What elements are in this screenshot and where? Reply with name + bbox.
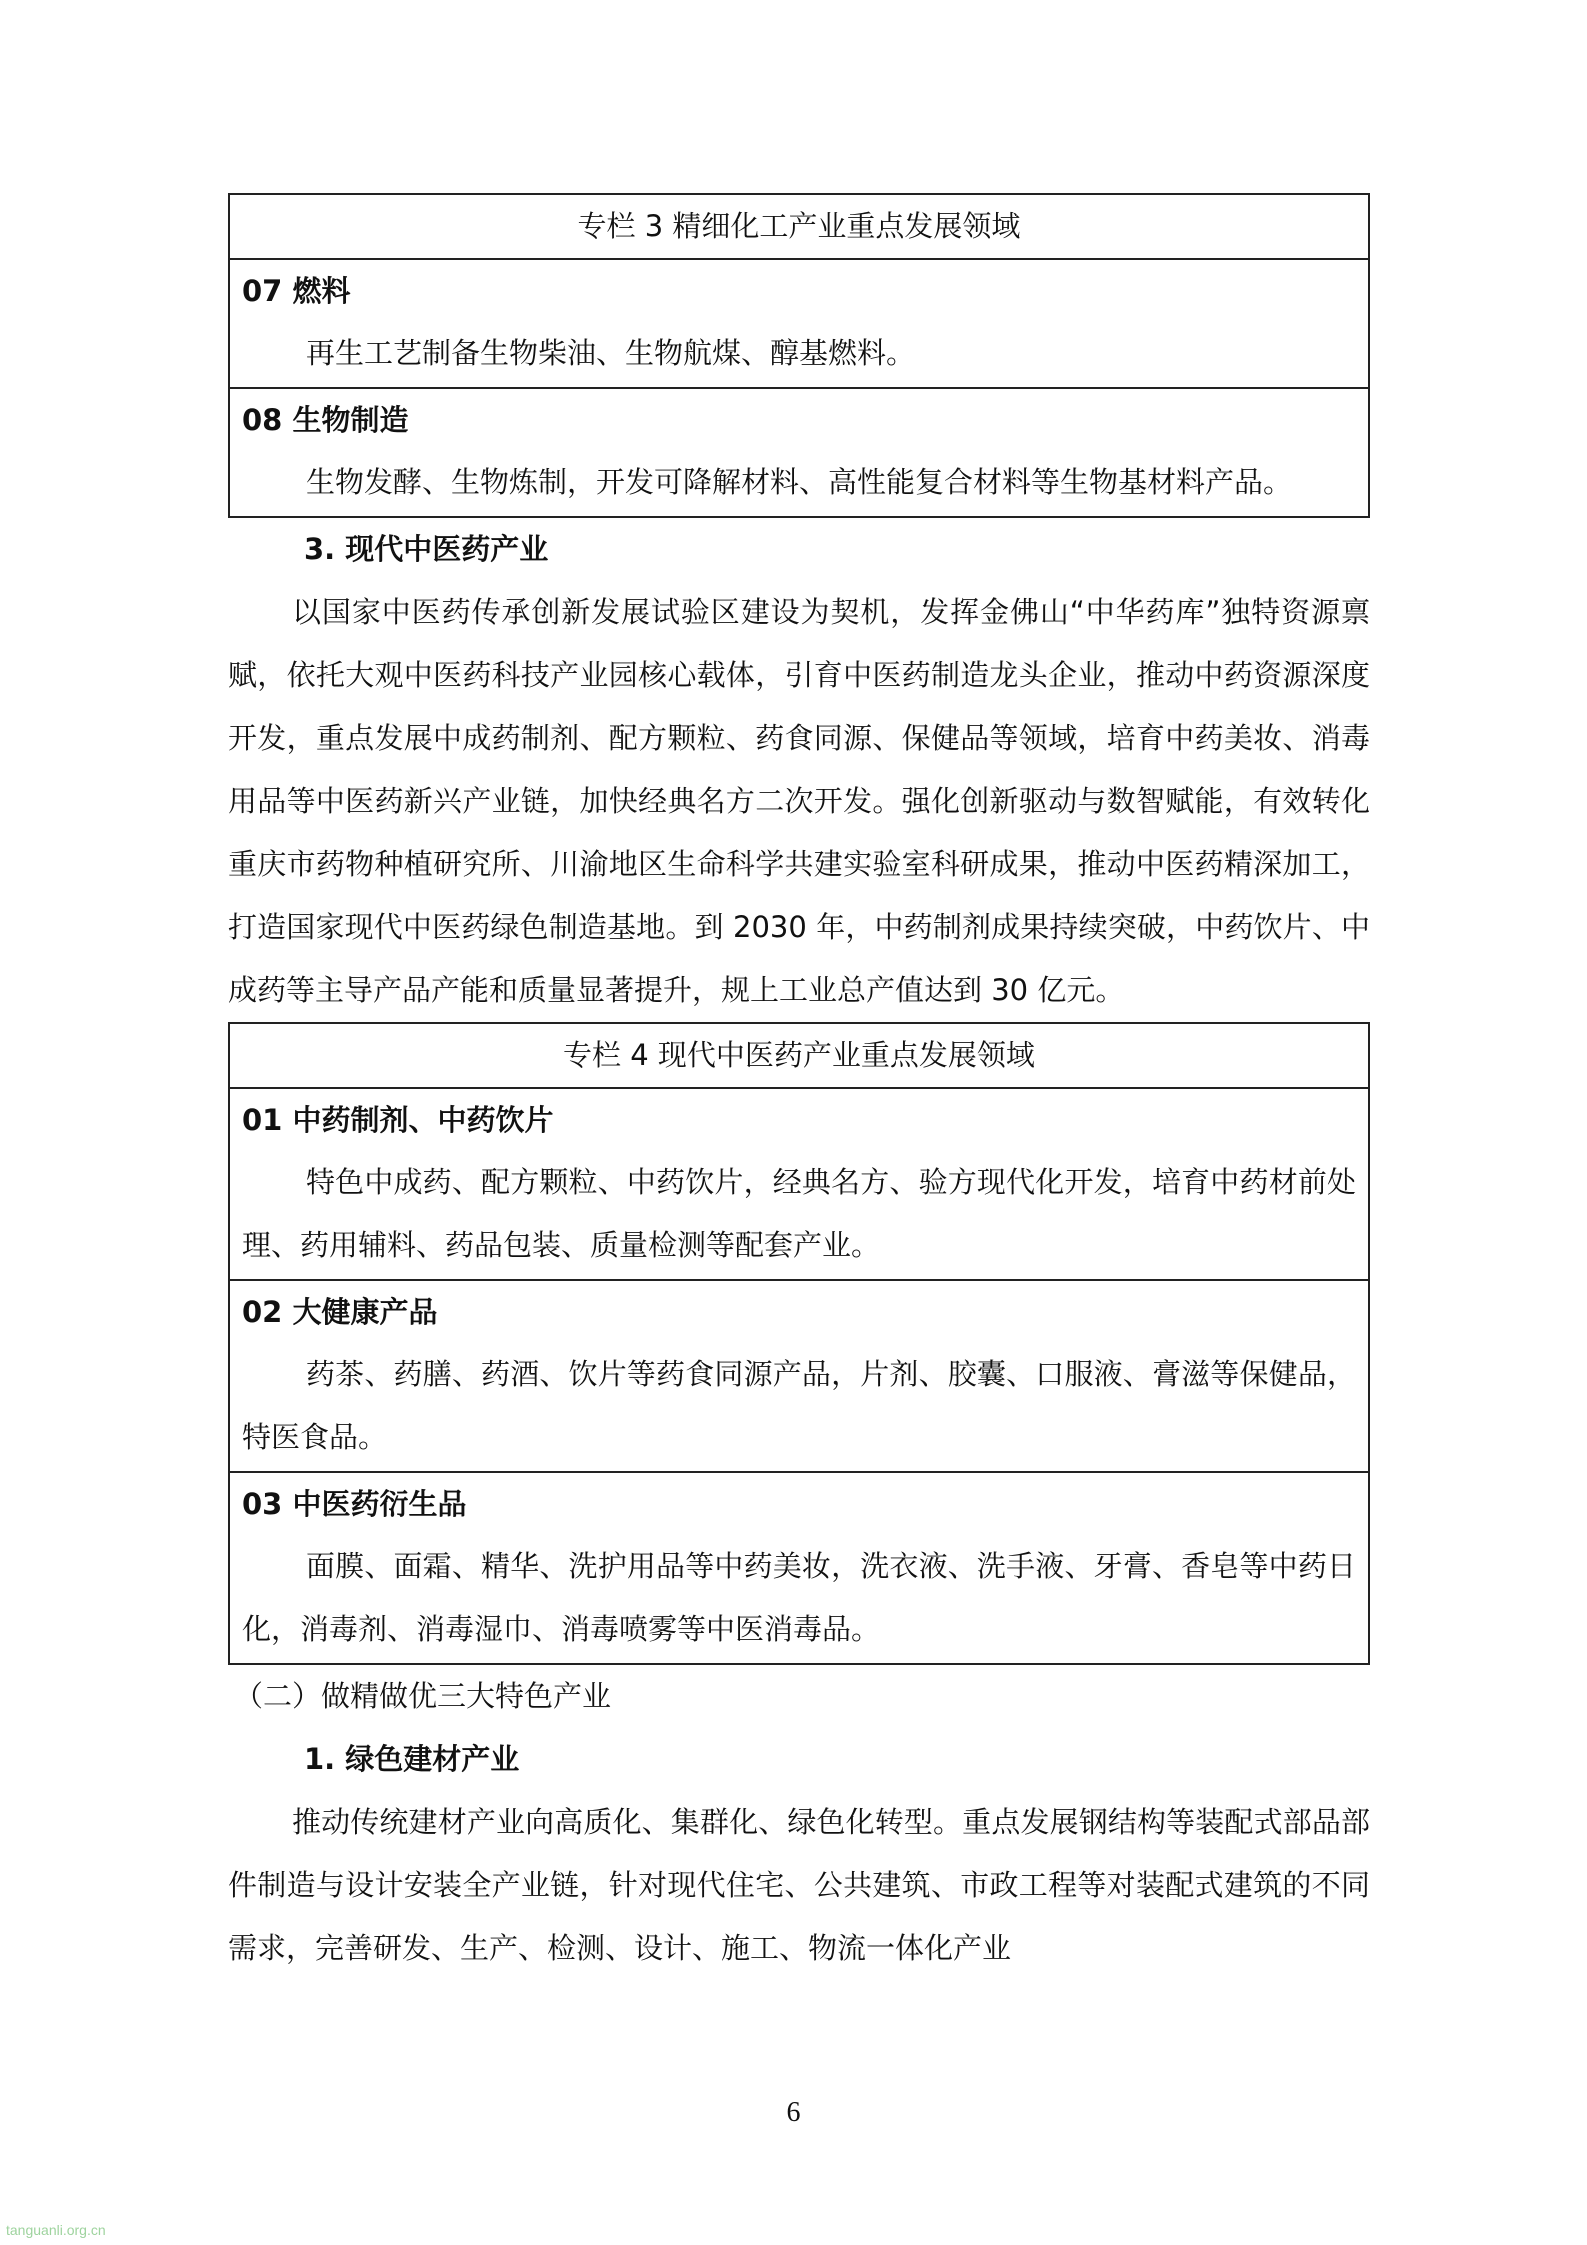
column-box-title: 专栏 3 精细化工产业重点发展领域 — [230, 195, 1368, 260]
column-box-3 — [228, 193, 1370, 518]
column-section — [230, 1281, 1368, 1473]
body-paragraph: 推动传统建材产业向高质化、集群化、绿色化转型。重点发展钢结构等装配式部品部件制造与设计安装全产业链，针对现代住宅、公共建筑、市政工程等对装配式建筑的不同需求，完善研发、生产、检测、设计、施工、物流一体化产业 — [228, 1805, 1370, 1965]
subsection-heading: 1. 绿色建材产业 — [304, 1742, 520, 1776]
column-section — [230, 389, 1368, 514]
section-heading: 02 大健康产品 — [242, 1295, 438, 1329]
section-text: 再生工艺制备生物柴油、生物航煤、醇基燃料。 — [306, 336, 916, 370]
column-section — [230, 1473, 1368, 1661]
column-box-title: 专栏 4 现代中医药产业重点发展领域 — [230, 1024, 1368, 1089]
section-text: 面膜、面霜、精华、洗护用品等中药美妆，洗衣液、洗手液、牙膏、香皂等中药日化，消毒剂、消毒湿巾、消毒喷雾等中医消毒品。 — [242, 1549, 1356, 1646]
page-number: 6 — [786, 2097, 801, 2128]
section-text: 药茶、药膳、药酒、饮片等药食同源产品，片剂、胶囊、口服液、膏滋等保健品，特医食品。 — [242, 1357, 1356, 1454]
part-heading: （二）做精做优三大特色产业 — [234, 1679, 612, 1713]
column-box-4 — [228, 1022, 1370, 1665]
subsection-heading: 3. 现代中医药产业 — [304, 532, 549, 566]
body-paragraph: 以国家中医药传承创新发展试验区建设为契机，发挥金佛山“中华药库”独特资源禀赋，依托大观中医药科技产业园核心载体，引育中医药制造龙头企业，推动中药资源深度开发，重点发展中成药制剂、配方颗粒、药食同源、保健品等领域，培育中药美妆、消毒用品等中医药新兴产业链，加快经典名方二次开发。强化创新驱动与数智赋能，有效转化重庆市药物种植研究所、川渝地区生命科学共建实验室科研成果，推动中医药精深加工，打造国家现代中医药绿色制造基地。到 2030 年，中药制剂成果持续突破，中药饮片、中成药等主导产品产能和质量显著提升，规上工业总产值达到 30 亿元。 — [228, 595, 1370, 1007]
section-heading: 01 中药制剂、中药饮片 — [242, 1103, 554, 1137]
column-section — [230, 1089, 1368, 1281]
section-heading: 07 燃料 — [242, 274, 351, 308]
document-body — [228, 193, 1370, 1980]
section-heading: 08 生物制造 — [242, 403, 409, 437]
section-text: 生物发酵、生物炼制，开发可降解材料、高性能复合材料等生物基材料产品。 — [306, 465, 1293, 499]
section-text: 特色中成药、配方颗粒、中药饮片，经典名方、验方现代化开发，培育中药材前处理、药用辅料、药品包装、质量检测等配套产业。 — [242, 1165, 1356, 1262]
section-heading: 03 中医药衍生品 — [242, 1487, 467, 1521]
column-section — [230, 260, 1368, 389]
watermark: tanguanli.org.cn — [6, 2222, 106, 2238]
